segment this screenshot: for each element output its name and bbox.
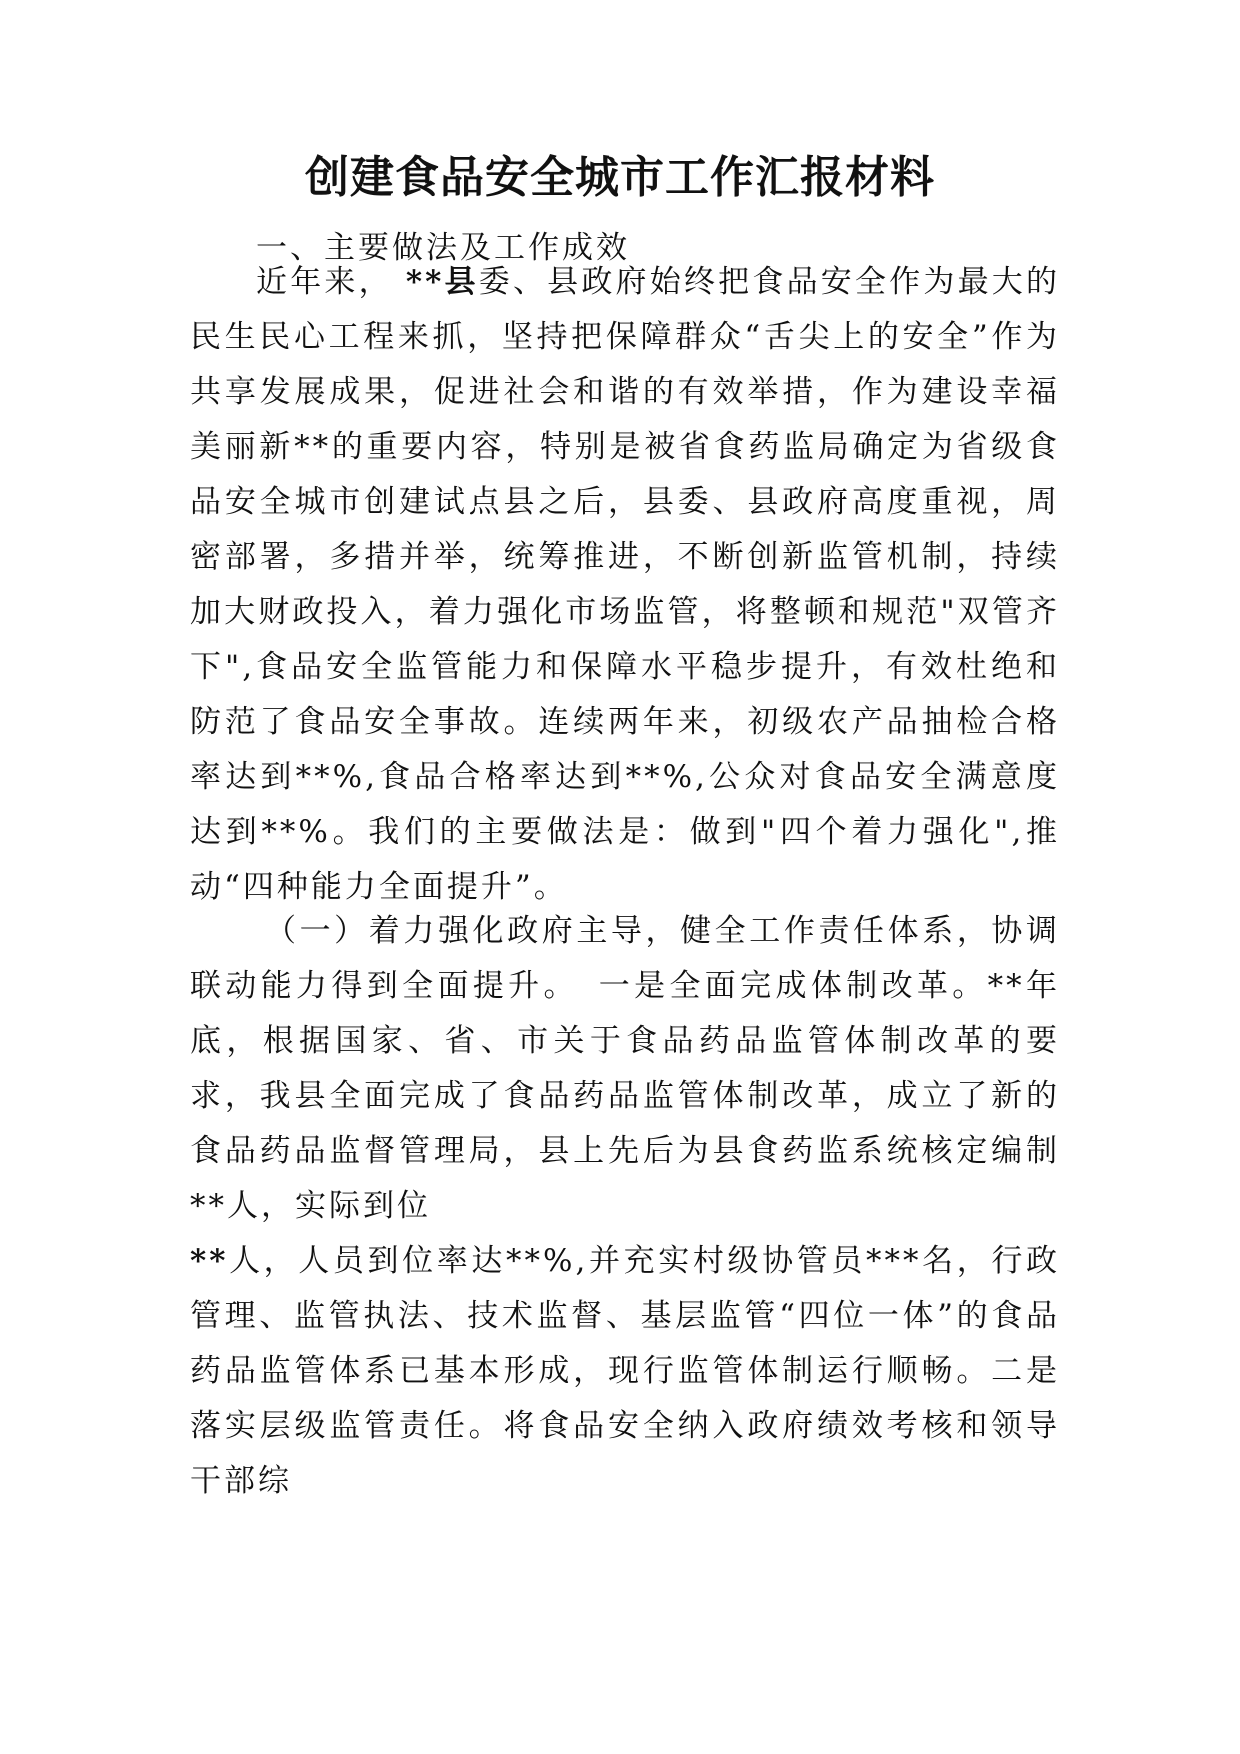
document-title: 创建食品安全城市工作汇报材料 bbox=[305, 152, 935, 203]
para1-lead: 近年来， bbox=[256, 264, 393, 300]
para2-bold-marker: ** bbox=[190, 1243, 229, 1279]
paragraph-section-1 bbox=[190, 904, 1060, 1509]
para1-body: 委、县政府始终把食品安全作为最大的民生民心工程来抓，坚持把保障群众“舌尖上的安全”作为共享发展成果，促进社会和谐的有效举措，作为建设幸福美丽新**的重要内容，特别是被省食药监局确定为省级食品安全城市创建试点县之后，县委、县政府高度重视，周密部署，多措并举，统筹推进，不断创新监管机制，持续加大财政投入，着力强化市场监管，将整顿和规范"双管齐下",食品安全监管能力和保障水平稳步提升，有效杜绝和防范了食品安全事故。连续两年来，初级农产品抽检合格率达到**%,食品合格率达到**%,公众对食品安全满意度达到**%。我们的主要做法是：做到"四个着力强化",推动“四种能力全面提升”。 bbox=[190, 264, 1061, 905]
section-heading: 一、主要做法及工作成效 bbox=[256, 230, 630, 266]
para2-body-b: 人，人员到位率达**%,并充实村级协管员***名，行政管理、监管执法、技术监督、基层监管“四位一体”的食品药品监管体系已基本形成，现行监管体制运行顺畅。二是落实层级监管责任。将食品安全纳入政府绩效考核和领导干部综 bbox=[190, 1243, 1060, 1499]
county-name-bold: **县 bbox=[405, 264, 479, 300]
paragraph-intro bbox=[190, 255, 1060, 915]
para2-body-a: （一）着力强化政府主导，健全工作责任体系，协调联动能力得到全面提升。 一是全面完成体制改革。**年底，根据国家、省、市关于食品药品监管体制改革的要求，我县全面完成了食品药品监管体制改革，成立了新的食品药品监督管理局，县上先后为县食药监系统核定编制**人，实际到位 bbox=[190, 913, 1060, 1224]
